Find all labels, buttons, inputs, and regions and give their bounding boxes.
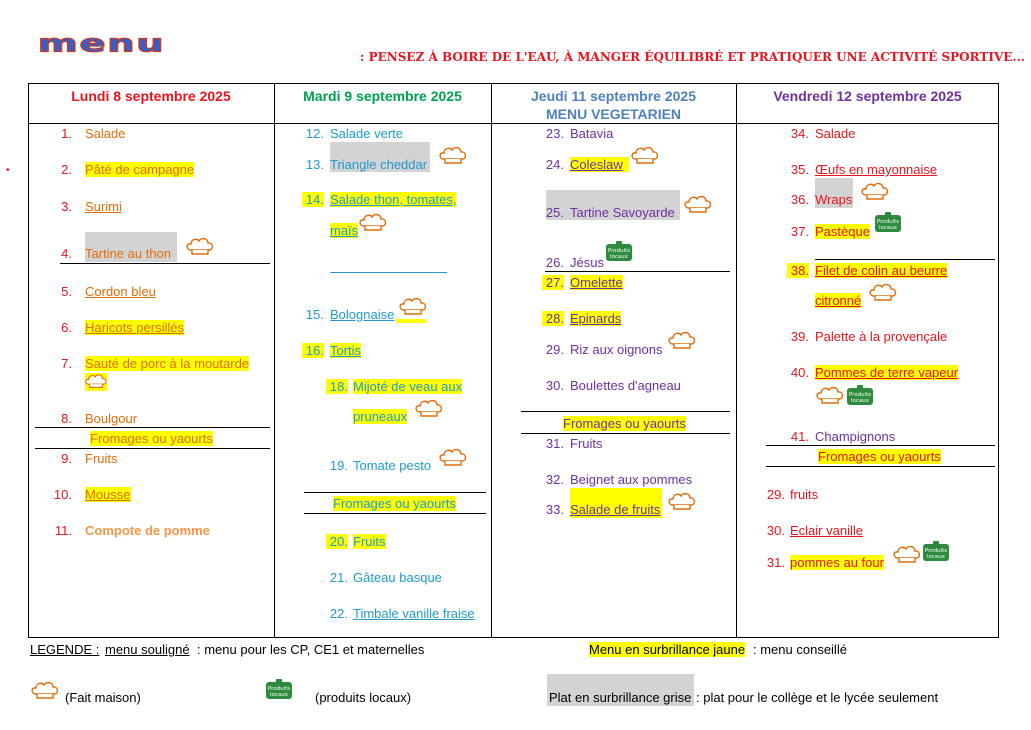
item-number: 2. [61,162,72,177]
menu-item: Salade thon, tomates, [330,192,457,207]
menu-item: Haricots persillés [85,320,184,335]
item-number: 5. [61,284,72,299]
chef-hat-icon [185,236,215,256]
item-number: 31. [766,555,785,570]
item-number: 14. [302,192,324,207]
item-number: 35. [790,162,809,177]
divider [35,448,270,449]
menu-item: Salade verte [330,126,403,141]
divider [545,271,730,272]
item-number: 19. [329,458,348,473]
yellow-highlight [396,319,426,323]
column-divider [274,83,275,638]
menu-item: Pâté de campagne [85,162,195,177]
menu-item: Tartine Savoyarde [570,205,675,220]
menu-item: Boulettes d'agneau [570,378,681,393]
menu-item: Champignons [815,429,896,444]
menu-item: Compote de pomme [85,523,210,538]
item-number: 41. [790,429,809,444]
menu-item: Pastèque [815,224,870,239]
item-number: 25. [545,205,564,220]
divider [815,259,995,260]
item-number: 31. [545,436,564,451]
menu-item: Epinards [570,311,622,326]
item-number: 36. [790,192,809,207]
item-number: 29. [766,487,785,502]
chef-hat-icon [84,373,108,389]
item-number: 11. [54,523,72,538]
legend-label: LEGENDE : [30,642,100,657]
item-number: 39. [790,329,809,344]
menu-item: Mijoté de veau aux [353,379,463,394]
menu-item: Palette à la provençale [815,329,948,344]
local-products-badge-icon [873,212,903,234]
menu-item: Omelette [570,275,623,290]
menu-item: Fromages ou yaourts [818,449,941,464]
item-number: 30. [766,523,785,538]
item-number: 10. [53,487,72,502]
divider [35,427,270,428]
divider [766,466,995,467]
menu-item: Cordon bleu [85,284,156,299]
menu-item: Timbale vanille fraise [353,606,475,621]
divider [521,433,730,434]
divider [304,492,486,493]
legend-underlined-desc: : menu pour les CP, CE1 et maternelles [197,642,425,657]
item-number: 9. [61,451,72,466]
friday-header: Vendredi 12 septembre 2025 [773,88,962,104]
menu-item: Fromages ou yaourts [90,431,213,446]
legend-homemade: (Fait maison) [65,690,141,705]
menu-item: Mousse [85,487,131,502]
item-number: 15. [305,307,324,322]
menu-item: Fruits [85,451,118,466]
item-number: 30. [545,378,564,393]
tuesday-header: Mardi 9 septembre 2025 [303,88,462,104]
menu-item: pruneaux [353,409,408,424]
item-number: 27. [542,275,564,290]
header-divider [28,123,999,124]
local-products-badge-icon [264,679,294,701]
menu-item: Batavia [570,126,614,141]
item-number: 29. [545,342,564,357]
chef-hat-icon [630,145,660,165]
item-number: 37. [790,224,809,239]
chef-hat-icon [868,282,898,302]
menu-item: Surimi [85,199,122,214]
item-number: 12. [305,126,324,141]
menu-item: Boulgour [85,411,138,426]
item-number: 3. [61,199,72,214]
menu-item: Eclair vanille [790,523,863,538]
menu-item: Tomate pesto [353,458,432,473]
menu-item: Triangle cheddar [330,157,428,172]
item-number: 7. [61,356,72,371]
legend-local: (produits locaux) [315,690,412,705]
menu-item: Bolognaise [330,307,395,322]
item-number: 4. [61,246,72,261]
item-number: 38. [787,263,809,278]
menu-item: Salade [85,126,126,141]
menu-item: Riz aux oignons [570,342,663,357]
menu-item: fruits [790,487,819,502]
item-number: 18. [326,379,348,394]
legend-grey-desc: : plat pour le collège et le lycée seulement [696,690,939,705]
menu-item: Coleslaw [570,157,629,172]
legend-underlined: menu souligné [105,642,190,657]
bullet-dot: • [6,165,10,176]
menu-item: Jésus [570,255,604,270]
menu-item: Fromages ou yaourts [563,416,686,431]
divider [304,513,486,514]
chef-hat-icon [30,680,60,700]
item-number: 22. [329,606,348,621]
legend-grey: Plat en surbrillance grise [549,690,692,705]
item-number: 1. [61,126,72,141]
menu-item: Filet de colin au beurre [815,263,948,278]
chef-hat-icon [815,385,845,405]
menu-item: pommes au four [790,555,884,570]
menu-item: Fruits [353,534,386,549]
chef-hat-icon [667,330,697,350]
thursday-header: Jeudi 11 septembre 2025 [531,88,696,104]
chef-hat-icon [414,398,444,418]
legend-yellow: Menu en surbrillance jaune [589,642,746,657]
item-number: 8. [61,411,72,426]
menu-item: maïs [330,223,359,238]
chef-hat-icon [358,212,388,232]
menu-logo: menu [38,29,166,57]
menu-item: citronné [815,293,862,308]
chef-hat-icon [667,491,697,511]
local-products-badge-icon [921,541,951,563]
local-products-badge-icon [845,385,875,407]
item-number: 16. [302,343,324,358]
item-number: 6. [61,320,72,335]
item-number: 28. [542,311,564,326]
item-number: 40. [790,365,809,380]
column-divider [491,83,492,638]
item-number: 24. [545,157,564,172]
item-number: 21. [329,570,348,585]
menu-item: Pommes de terre vapeur [815,365,959,380]
item-number: 33. [545,502,564,517]
chef-hat-icon [860,181,890,201]
item-number: 13. [305,157,324,172]
column-divider [736,83,737,638]
chef-hat-icon [438,447,468,467]
menu-item: Beignet aux pommes [570,472,693,487]
menu-item: Salade [815,126,856,141]
thursday-subheader: MENU VEGETARIEN [545,106,682,122]
menu-item: Wraps [815,192,853,207]
menu-item: Gâteau basque [353,570,442,585]
slogan: : PENSEZ À BOIRE DE L'EAU, À MANGER ÉQUILIBRÉ ET PRATIQUER UNE ACTIVITÉ SPORTIVE... [360,50,1025,64]
item-number: 20. [326,534,348,549]
divider [330,272,447,273]
menu-item: Fromages ou yaourts [333,496,456,511]
menu-item: Tortis [330,343,362,358]
item-number: 32. [545,472,564,487]
monday-header: Lundi 8 septembre 2025 [71,88,231,104]
legend-yellow-desc: : menu conseillé [753,642,847,657]
menu-item: Salade de fruits [570,502,661,517]
menu-item: Œufs en mayonnaise [815,162,938,177]
chef-hat-icon [398,296,428,316]
local-products-badge-icon [604,241,634,263]
divider [766,445,995,446]
divider [60,263,270,264]
chef-hat-icon [892,544,922,564]
item-number: 26. [545,255,564,270]
item-number: 23. [545,126,564,141]
menu-item: Tartine au thon [85,246,172,261]
item-number: 34. [790,126,809,141]
divider [521,411,730,412]
menu-item: Sauté de porc à la moutarde [85,356,250,371]
menu-item: Fruits [570,436,603,451]
chef-hat-icon [683,194,713,214]
chef-hat-icon [438,145,468,165]
